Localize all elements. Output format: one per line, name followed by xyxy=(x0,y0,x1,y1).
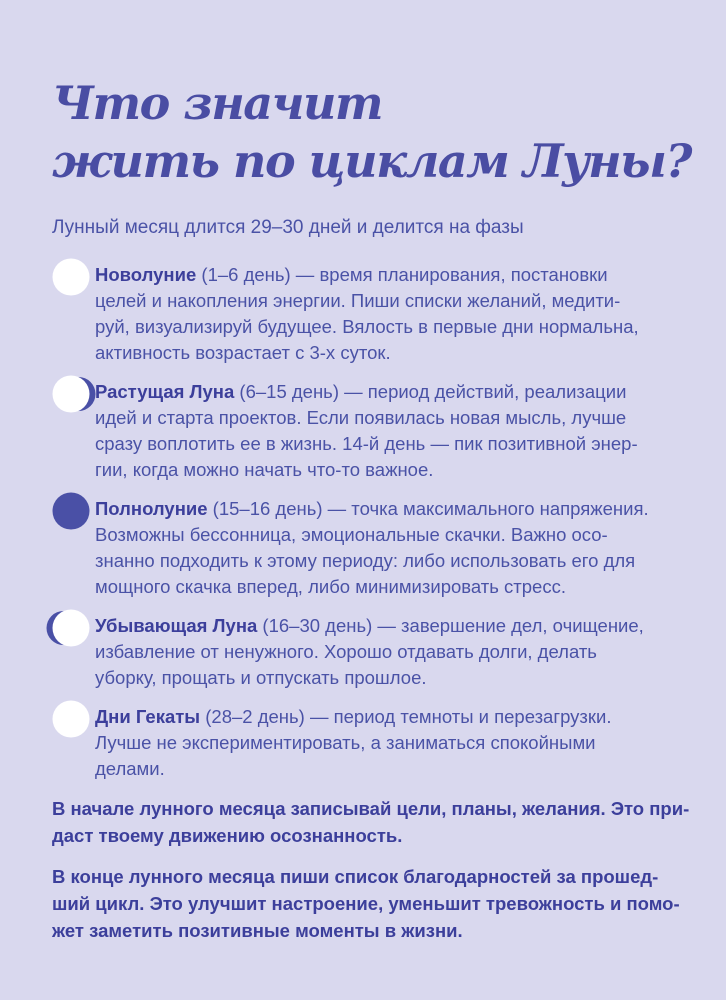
footer-advice xyxy=(52,795,690,944)
phase-desc: (1–6 день) — время планирования, постановки xyxy=(196,264,608,285)
section-text xyxy=(95,262,639,366)
advice-line: В конце лунного месяца пиши список благодарностей за прошед- xyxy=(52,866,659,887)
section-line xyxy=(95,262,639,288)
list-item-waning-moon xyxy=(52,613,690,691)
page-title-line-2: жить по циклам Луны? xyxy=(52,134,691,188)
section-line xyxy=(95,613,644,639)
moon-phase-list xyxy=(52,262,690,782)
section-line: сразу воплотить ее в жизнь. 14-й день — пик позитивной энер- xyxy=(95,433,638,454)
page-title xyxy=(52,74,690,190)
list-item-full-moon xyxy=(52,496,690,600)
section-text xyxy=(95,496,649,600)
phase-name: Новолуние xyxy=(95,264,197,285)
page-title-line-1: Что значит xyxy=(52,76,383,130)
phase-desc: (15–16 день) — точка максимального напряжения. xyxy=(207,498,649,519)
advice-month-start xyxy=(52,795,690,849)
section-line: Возможны бессонница, эмоциональные скачки. Важно осо- xyxy=(95,524,608,545)
section-line: гии, когда можно начать что-то важное. xyxy=(95,459,434,480)
phase-name: Полнолуние xyxy=(95,498,208,519)
advice-month-end xyxy=(52,863,690,944)
phase-name: Растущая Луна xyxy=(95,381,235,402)
new-moon-icon xyxy=(52,258,89,295)
dark-moon-icon xyxy=(52,700,89,737)
advice-line: ший цикл. Это улучшит настроение, уменьшит тревожность и помо- xyxy=(52,893,680,914)
section-line xyxy=(95,379,638,405)
section-line xyxy=(95,704,611,730)
section-line xyxy=(95,496,649,522)
section-line: избавление от ненужного. Хорошо отдавать долги, делать xyxy=(95,641,597,662)
section-line: знанно подходить к этому периоду: либо использовать его для xyxy=(95,550,636,571)
list-item-dark-moon xyxy=(52,704,690,782)
section-text xyxy=(95,704,611,782)
section-line: активность возрастает с 3-х суток. xyxy=(95,342,391,363)
phase-name: Дни Гекаты xyxy=(95,706,201,727)
section-line: идей и старта проектов. Если появилась новая мысль, лучше xyxy=(95,407,627,428)
list-item-waxing-moon xyxy=(52,379,690,483)
section-line: уборку, прощать и отпускать прошлое. xyxy=(95,667,427,688)
section-text xyxy=(95,379,638,483)
advice-line: В начале лунного месяца записывай цели, планы, желания. Это при- xyxy=(52,798,690,819)
phase-name: Убывающая Луна xyxy=(95,615,258,636)
section-line: Лучше не экспериментировать, а заниматься спокойными xyxy=(95,732,596,753)
section-line: руй, визуализируй будущее. Вялость в первые дни нормальна, xyxy=(95,316,639,337)
section-line: целей и накопления энергии. Пиши списки желаний, медити- xyxy=(95,290,621,311)
section-line: мощного скачка вперед, либо минимизировать стресс. xyxy=(95,576,566,597)
waning-moon-icon xyxy=(52,609,89,646)
section-text xyxy=(95,613,644,691)
list-item-new-moon xyxy=(52,262,690,366)
content-column xyxy=(52,74,690,958)
phase-desc: (6–15 день) — период действий, реализации xyxy=(234,381,627,402)
phase-desc: (28–2 день) — период темноты и перезагрузки. xyxy=(200,706,612,727)
advice-line: даст твоему движению осознанность. xyxy=(52,825,403,846)
waxing-moon-icon xyxy=(52,375,89,412)
phase-desc: (16–30 день) — завершение дел, очищение, xyxy=(257,615,644,636)
advice-line: жет заметить позитивные моменты в жизни. xyxy=(52,920,463,941)
section-line: делами. xyxy=(95,758,165,779)
full-moon-icon xyxy=(52,492,89,529)
intro-text: Лунный месяц длится 29–30 дней и делится на фазы xyxy=(52,217,524,238)
